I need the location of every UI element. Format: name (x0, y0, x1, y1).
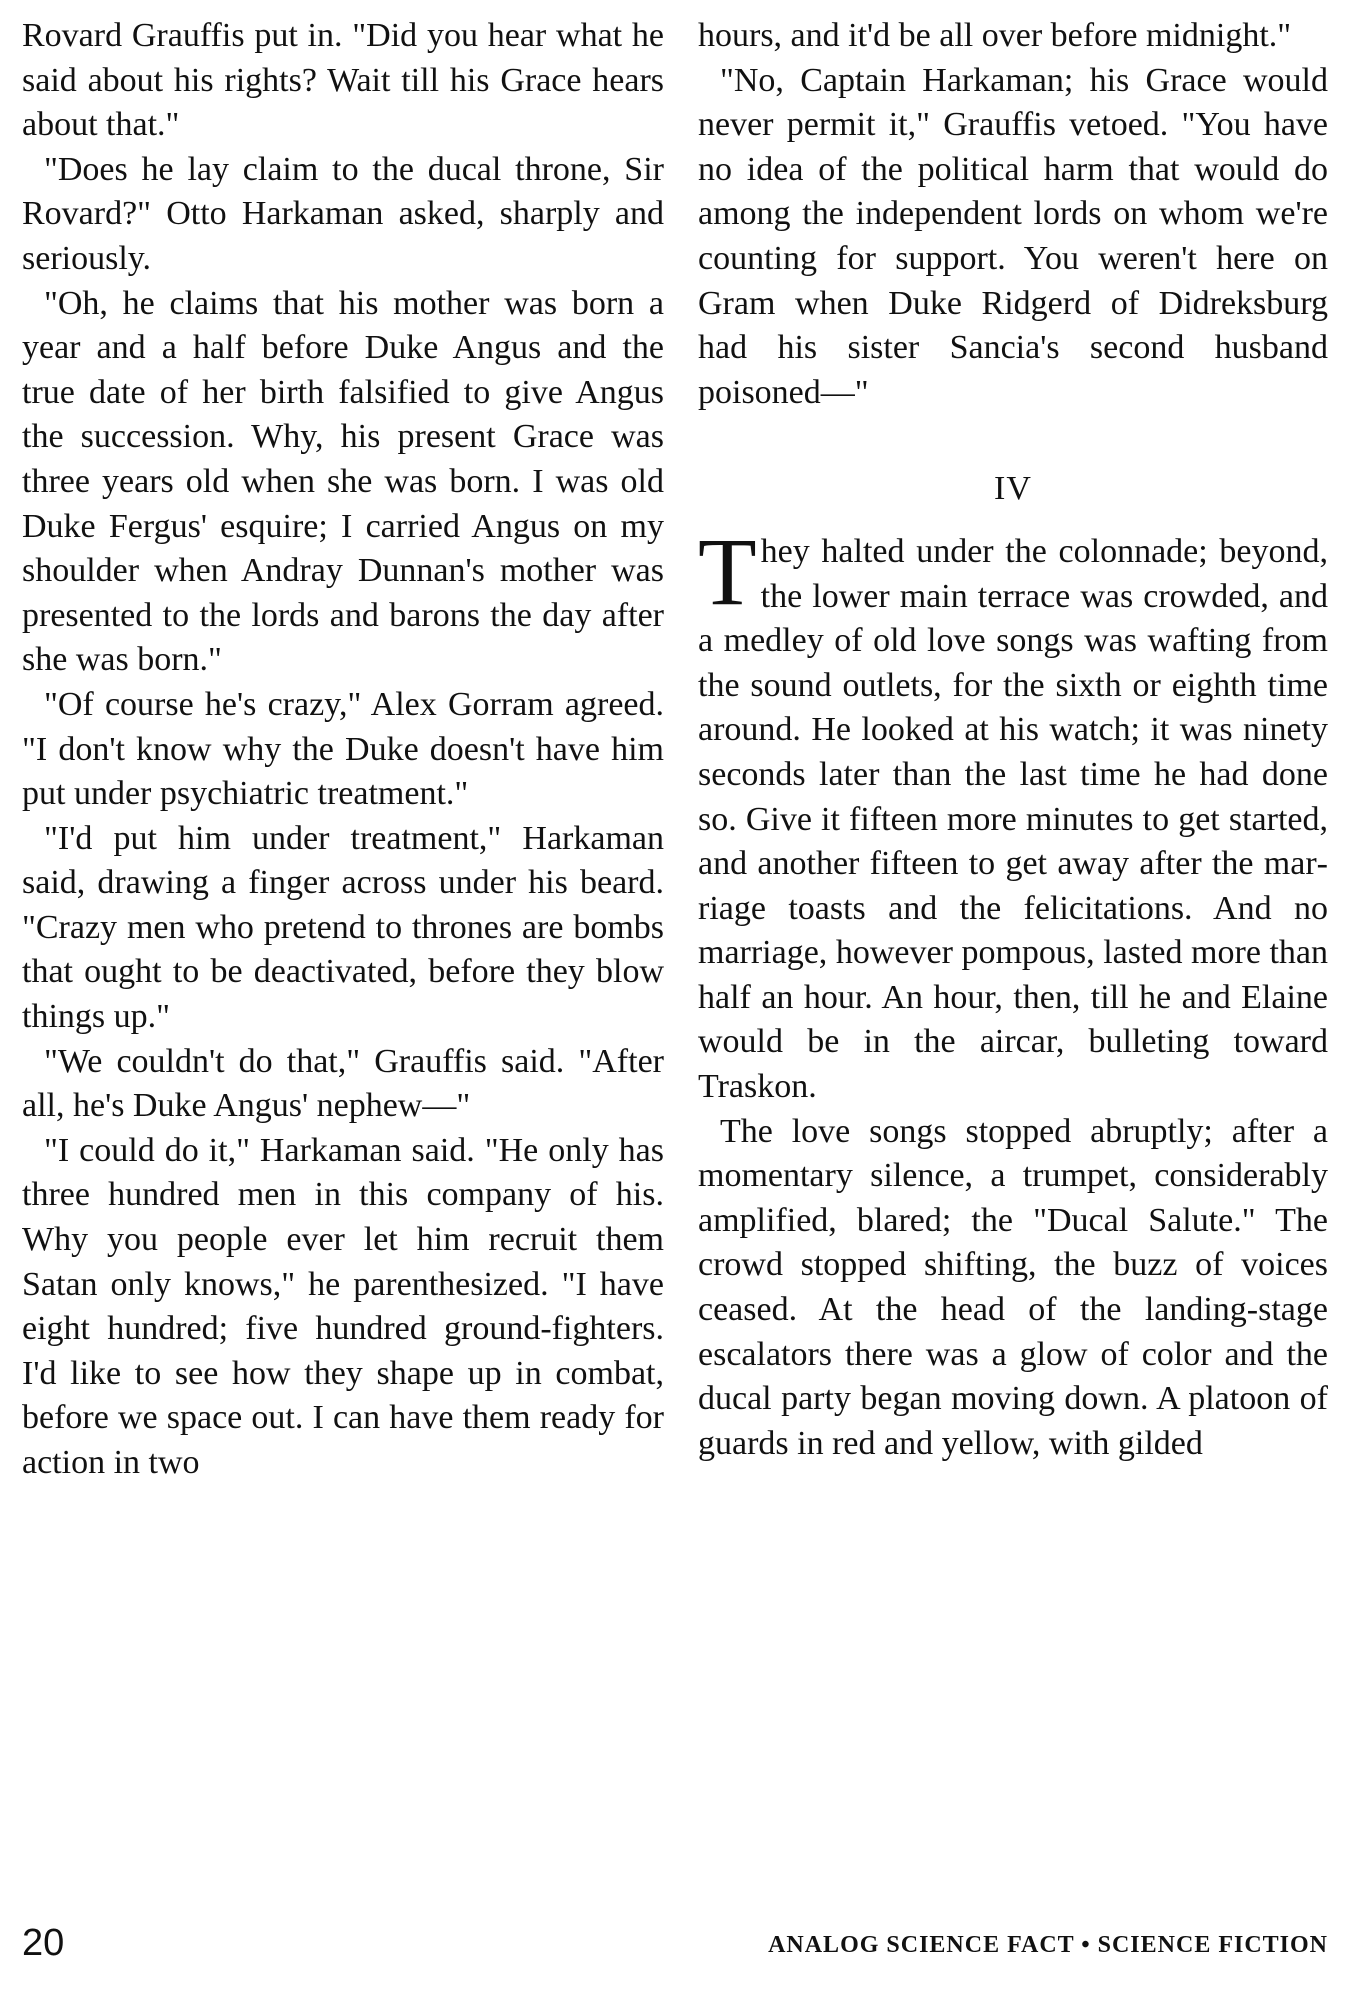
paragraph: "Oh, he claims that his mother was born a year and a half before Duke Angus and the true date of her birth falsified to give Angus the succession. Why, his present Grace was three years old when she was born. I was old Duke Fergus' esquire; I carried Angus on my shoulder when Andray Dunnan's mother was presented to the lords and barons the day after she was born." (22, 284, 664, 679)
paragraph: "Of course he's crazy," Alex Gorram agreed. "I don't know why the Duke doesn't have him put under psychiatric treatment." (22, 685, 664, 813)
paragraph: "Does he lay claim to the ducal throne, Sir Rovard?" Otto Harkaman asked, sharply and seriously. (22, 150, 664, 277)
paragraph: "I could do it," Harkaman said. "He only has three hundred men in this company of his. Why you people ever let him recruit them Satan only knows," he parenthesized. "I have eight hundred; five hundred ground-fighters. I'd like to see how they shape up in combat, before we space out. I can have them ready for action in two (22, 1131, 664, 1481)
page-number: 20 (22, 1922, 65, 1964)
paragraph: Rovard Grauffis put in. "Did you hear what he said about his rights? Wait till his Grace hears about that." (22, 17, 664, 144)
right-column (698, 14, 1328, 1466)
left-column (22, 14, 664, 1486)
page-footer (22, 1922, 1328, 1972)
dropcap-paragraph (698, 517, 1328, 1110)
drop-cap-letter: T (698, 517, 757, 625)
paragraph: The love songs stopped abruptly; after a momentary silence, a trumpet, considerably amplified, blared; the "Ducal Salute." The crowd stopped shifting, the buzz of voices ceased. At the head of the landing-stage escalators there was a glow of color and the ducal party began moving down. A platoon of guards in red and yellow, with gilded (698, 1112, 1328, 1462)
paragraph: hours, and it'd be all over before midnight." (698, 17, 1292, 54)
chapter-heading: IV (994, 470, 1032, 508)
dropcap-paragraph-text: hey halted under the colonnade; beyond, the lower main terrace was crowded, and a medley of old love songs was wafting from the sound outlets, for the sixth or eighth time around. He looked at his watch; it was ninety seconds later than the last time he had done so. Give it fifteen more minutes to get started, and another fifteen to get away after the marriage toasts and the felicitations. And no marriage, however pompous, lasted more than half an hour. An hour, then, till he and Elaine would be in the aircar, bulleting toward Traskon. (698, 532, 1328, 1106)
paragraph: "I'd put him under treatment," Harkaman said, drawing a finger across under his beard. "Crazy men who pretend to thrones are bombs that ought to be deactivated, before they blow things up." (22, 819, 664, 1036)
running-footer-title: ANALOG SCIENCE FACT • SCIENCE FICTION (768, 1932, 1328, 1958)
paragraph: "No, Captain Harkaman; his Grace would never permit it," Grauffis vetoed. "You have no idea of the political harm that would do among the independent lords on whom we're counting for support. You weren't here on Gram when Duke Ridgerd of Didreksburg had his sister Sancia's second husband poisoned—" (698, 61, 1328, 411)
paragraph: "We couldn't do that," Grauffis said. "After all, he's Duke Angus' nephew—" (22, 1042, 664, 1125)
